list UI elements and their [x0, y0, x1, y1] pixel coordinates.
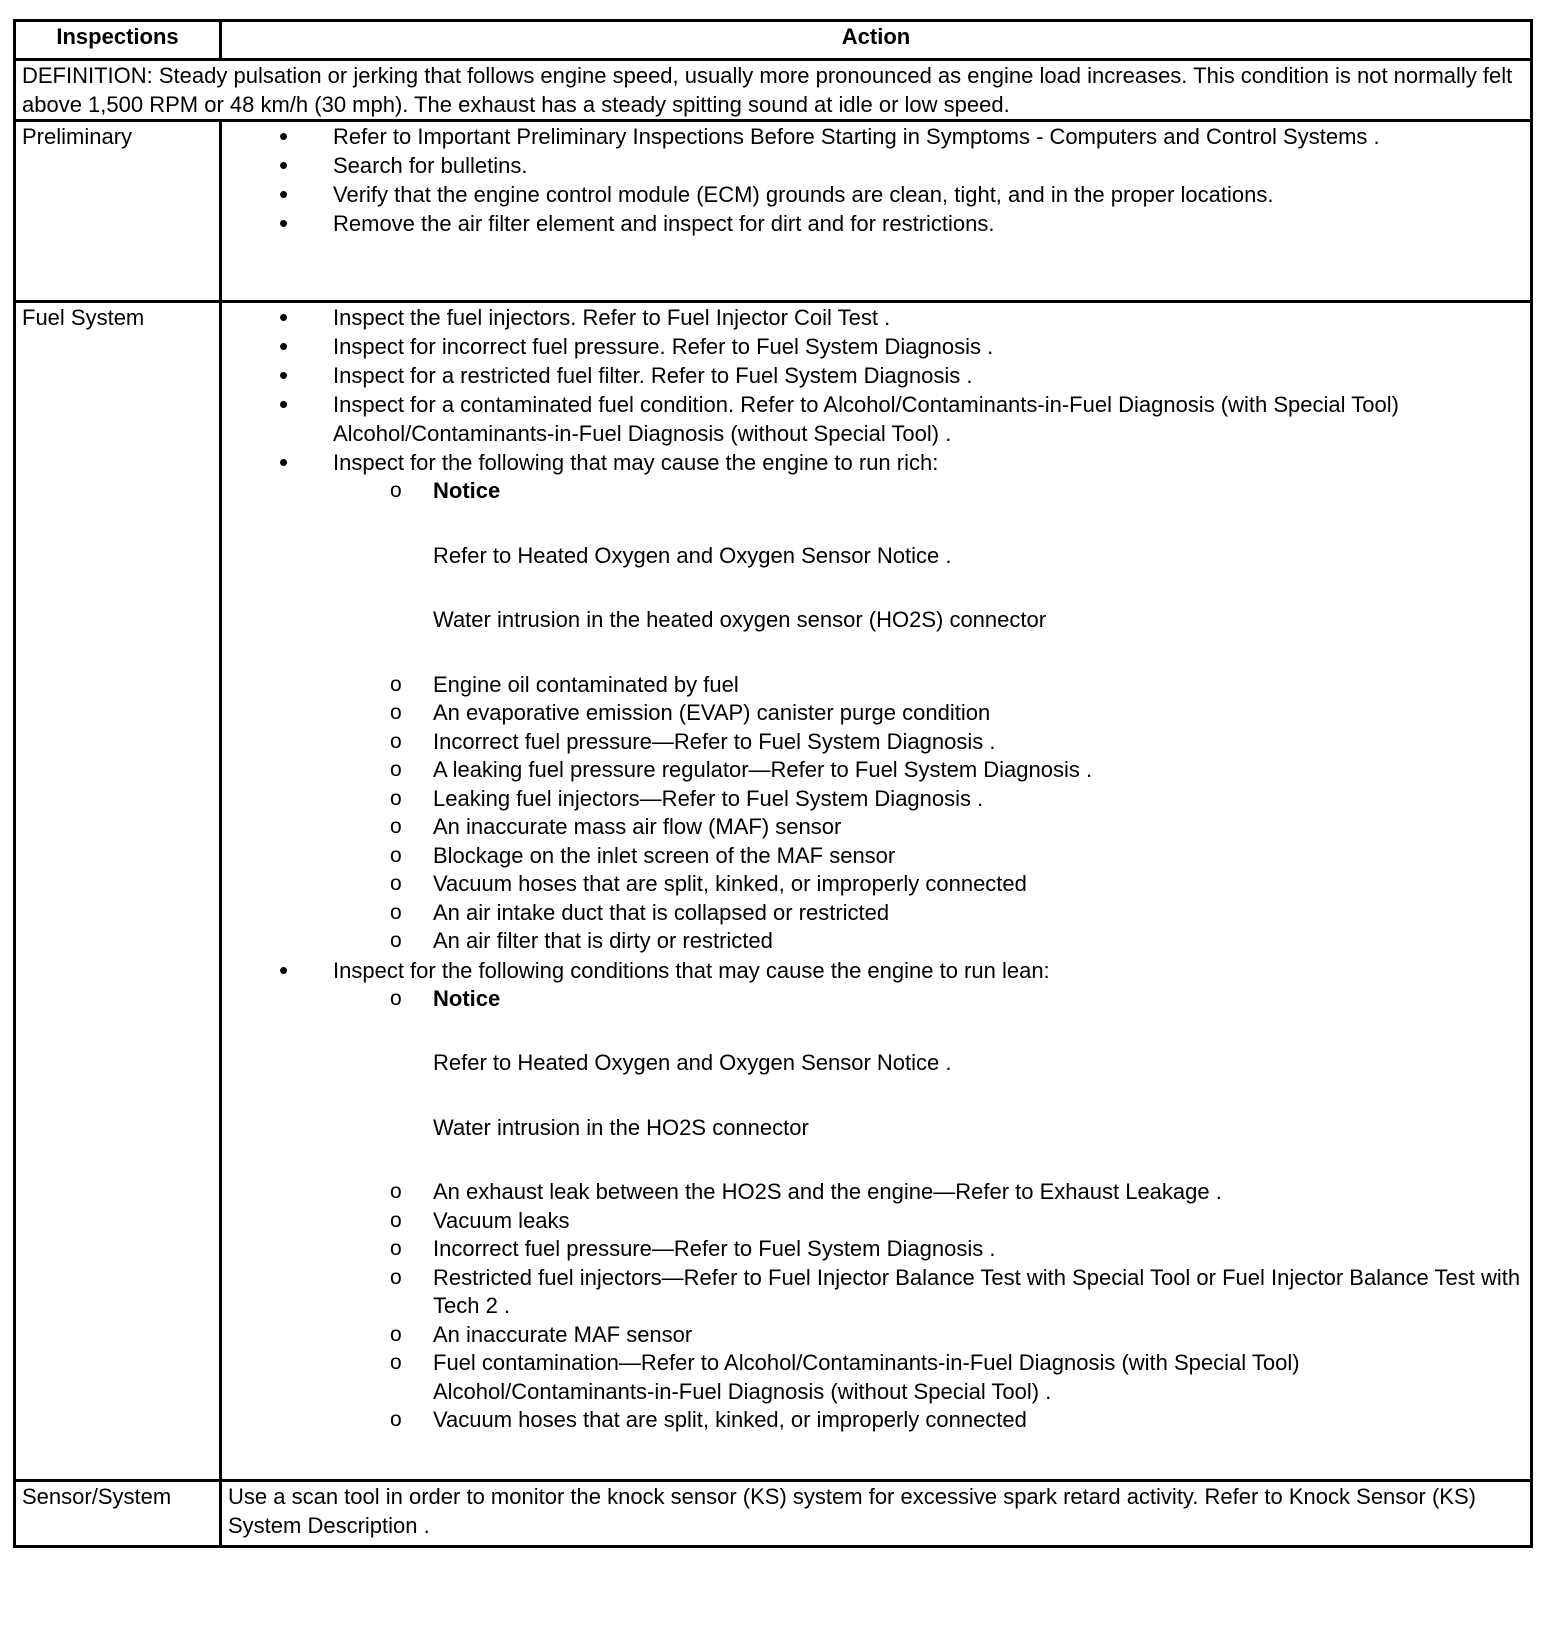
sublist-item: o Fuel contamination—Refer to Alcohol/Contaminants-in-Fuel Diagnosis (with Special Tool) Alcohol/Contaminants-in-Fuel Diagnosis (without Special Tool) .: [433, 1349, 1524, 1406]
list-item: • Inspect for a contaminated fuel condition. Refer to Alcohol/Contaminants-in-Fuel Diagnosis (with Special Tool) Alcohol/Contaminants-in-Fuel Diagnosis (without Special Tool) .: [333, 390, 1524, 448]
notice-item-text: Water intrusion in the heated oxygen sensor (HO2S) connector: [433, 607, 1047, 632]
preliminary-actions: [221, 121, 1532, 302]
sensor-system-row: [15, 1481, 1532, 1547]
lean-heading: Inspect for the following conditions that may cause the engine to run lean:: [333, 957, 1050, 983]
notice-text: Refer to Heated Oxygen and Oxygen Sensor Notice .: [433, 542, 952, 568]
notice-item: [433, 985, 1524, 1143]
sublist-item: o Vacuum hoses that are split, kinked, or improperly connected: [433, 1406, 1524, 1435]
list-item: • Search for bulletins.: [333, 151, 1524, 180]
fuel-list: [228, 303, 1524, 1435]
notice-title: o Notice: [433, 478, 501, 503]
sublist-item: o Engine oil contaminated by fuel: [433, 671, 1524, 700]
sublist-item: o Blockage on the inlet screen of the MAF sensor: [433, 842, 1524, 871]
sublist-item: o An evaporative emission (EVAP) canister purge condition: [433, 699, 1524, 728]
fuel-system-label: Fuel System: [15, 302, 221, 1481]
sublist-item: o An inaccurate MAF sensor: [433, 1321, 1524, 1350]
preliminary-label: Preliminary: [15, 121, 221, 302]
list-item: • Inspect for a restricted fuel filter. Refer to Fuel System Diagnosis .: [333, 361, 1524, 390]
sublist-item: o Leaking fuel injectors—Refer to Fuel System Diagnosis .: [433, 785, 1524, 814]
list-item: • Inspect the fuel injectors. Refer to Fuel Injector Coil Test .: [333, 303, 1524, 332]
list-item: • Verify that the engine control module (ECM) grounds are clean, tight, and in the proper locations.: [333, 180, 1524, 209]
sublist-item: o An inaccurate mass air flow (MAF) sensor: [433, 813, 1524, 842]
list-item-rich: [333, 448, 1524, 956]
fuel-system-actions: [221, 302, 1532, 1481]
sensor-system-label: Sensor/System: [15, 1481, 221, 1547]
list-item: • Inspect for incorrect fuel pressure. Refer to Fuel System Diagnosis .: [333, 332, 1524, 361]
sensor-system-text: Use a scan tool in order to monitor the knock sensor (KS) system for excessive spark retard activity. Refer to Knock Sensor (KS) System Description .: [221, 1481, 1532, 1547]
definition-text: DEFINITION: Steady pulsation or jerking that follows engine speed, usually more pronounced as engine load increases. This condition is not normally felt above 1,500 RPM or 48 km/h (30 mph). The exhaust has a steady spitting sound at idle or low speed.: [15, 60, 1532, 121]
preliminary-row: [15, 121, 1532, 302]
fuel-system-row: [15, 302, 1532, 1481]
header-row: [15, 21, 1532, 60]
diagnostic-table: [13, 19, 1533, 1548]
sublist-item: o Incorrect fuel pressure—Refer to Fuel System Diagnosis .: [433, 1235, 1524, 1264]
preliminary-list: [228, 122, 1524, 238]
definition-row: [15, 60, 1532, 121]
notice-item-text: Water intrusion in the HO2S connector: [433, 1114, 809, 1140]
notice-text: Refer to Heated Oxygen and Oxygen Sensor Notice .: [433, 1050, 952, 1075]
sublist-item: o Incorrect fuel pressure—Refer to Fuel System Diagnosis .: [433, 728, 1524, 757]
lean-sublist: [333, 985, 1524, 1435]
sublist-item: o An air intake duct that is collapsed or restricted: [433, 899, 1524, 928]
list-item: • Remove the air filter element and inspect for dirt and for restrictions.: [333, 209, 1524, 238]
sublist-item: o A leaking fuel pressure regulator—Refer to Fuel System Diagnosis .: [433, 756, 1524, 785]
sublist-item: o Vacuum hoses that are split, kinked, or improperly connected: [433, 870, 1524, 899]
header-action: Action: [221, 21, 1532, 60]
sublist-item: o An exhaust leak between the HO2S and the engine—Refer to Exhaust Leakage .: [433, 1178, 1524, 1207]
sublist-item: o An air filter that is dirty or restricted: [433, 927, 1524, 956]
rich-heading: Inspect for the following that may cause the engine to run rich:: [333, 450, 939, 475]
list-item-lean: [333, 956, 1524, 1435]
sublist-item: o Restricted fuel injectors—Refer to Fuel Injector Balance Test with Special Tool or Fuel Injector Balance Test with Tech 2 .: [433, 1264, 1524, 1321]
notice-item: [433, 477, 1524, 635]
header-inspections: Inspections: [15, 21, 221, 60]
sublist-item: o Vacuum leaks: [433, 1207, 1524, 1236]
notice-title: o Notice: [433, 985, 501, 1011]
list-item: • Refer to Important Preliminary Inspections Before Starting in Symptoms - Computers and Control Systems .: [333, 122, 1524, 151]
rich-sublist: [333, 477, 1524, 956]
